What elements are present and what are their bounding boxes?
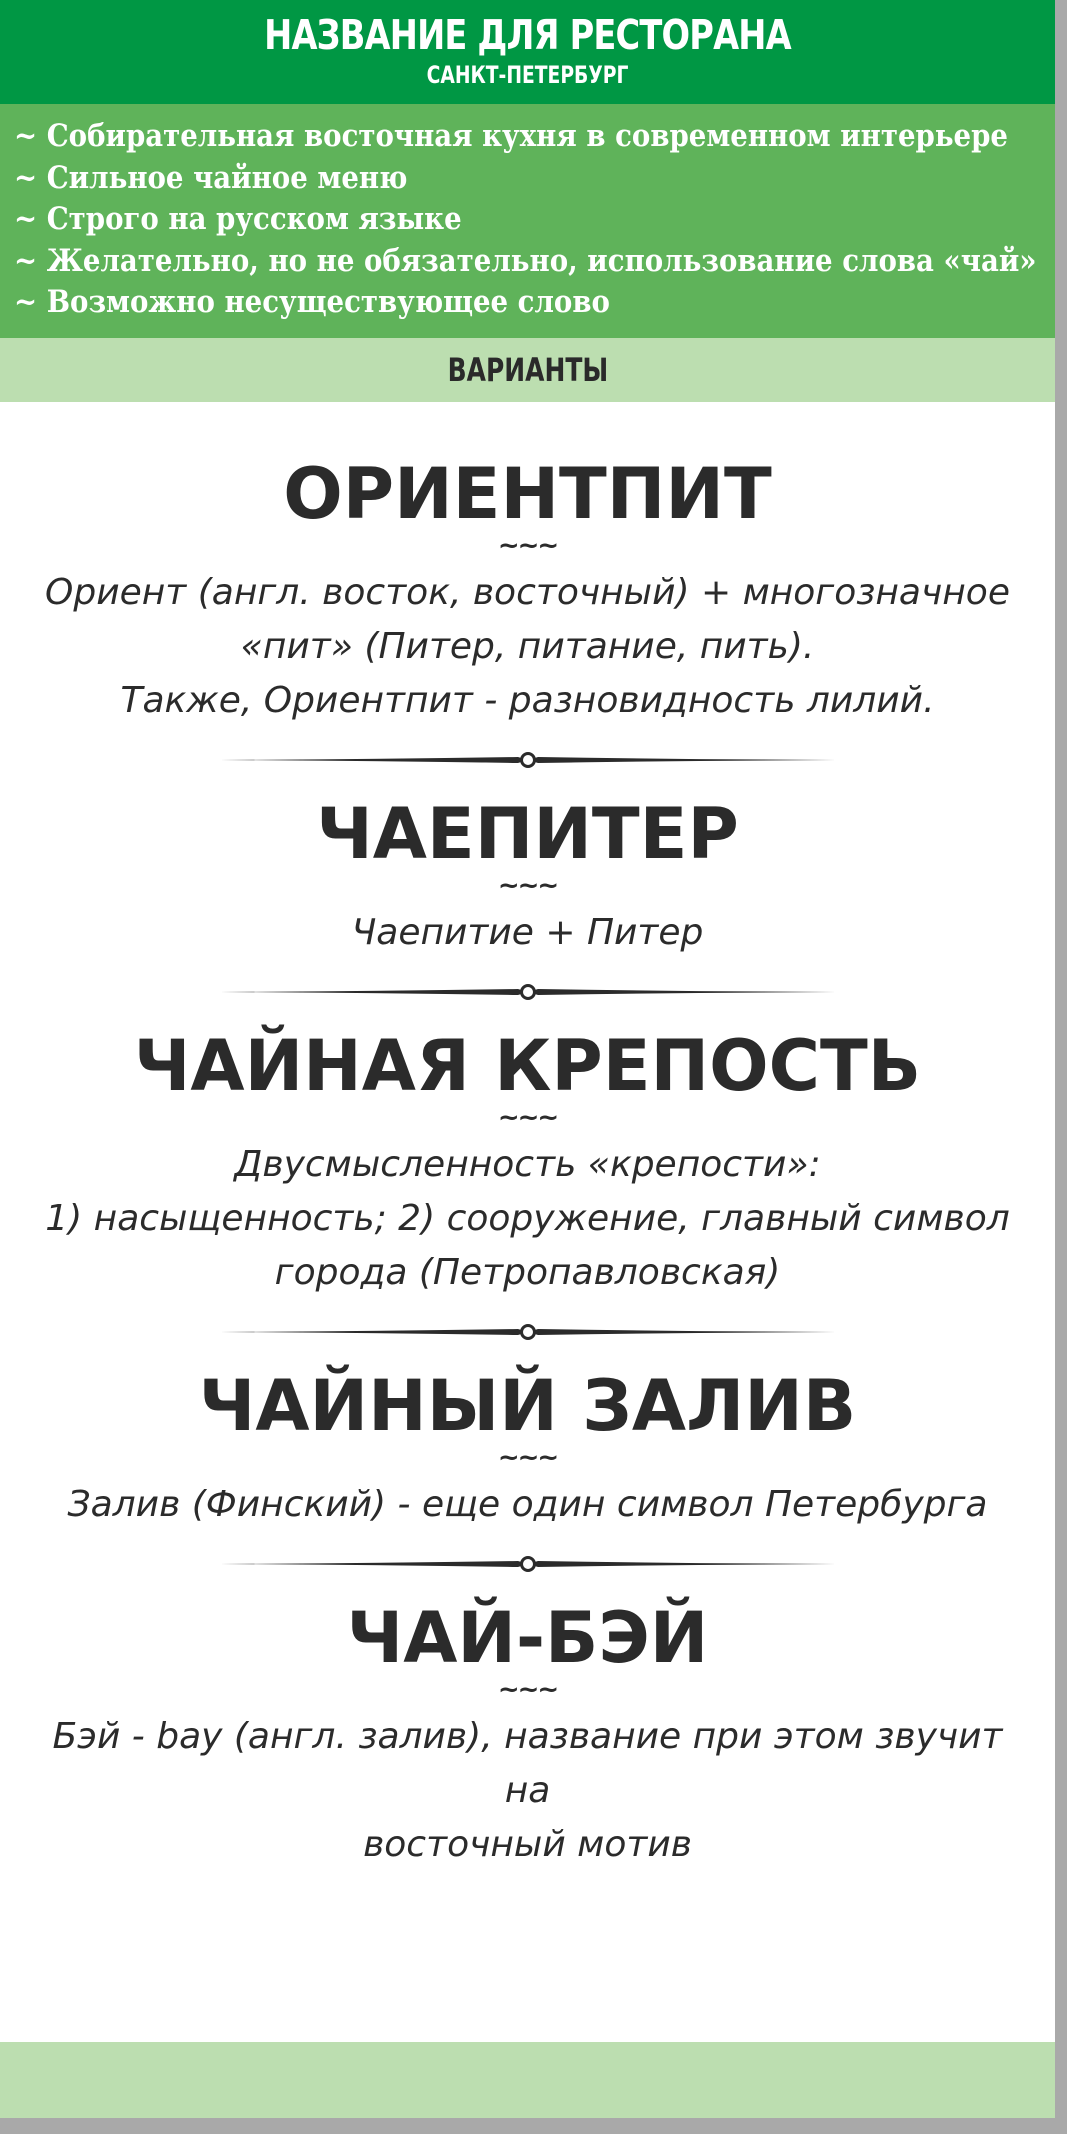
header-banner bbox=[0, 0, 1055, 104]
brief-line: ~ Возможно несуществующее слово bbox=[14, 284, 610, 320]
tilde-ornament: ~~~ bbox=[497, 1675, 558, 1705]
variants-heading: ВАРИАНТЫ bbox=[447, 351, 608, 389]
brief-line: ~ Желательно, но не обязательно, использование слова «чай» bbox=[14, 242, 1037, 279]
ornamental-divider bbox=[218, 748, 838, 772]
option-description: Ориент (англ. восток, восточный) + многозначное «пит» (Питер, питание, пить). Также, Ориентпит - разновидность лилий. bbox=[45, 572, 1010, 721]
brief-line: ~ Собирательная восточная кухня в современном интерьере bbox=[14, 118, 1008, 154]
brief-requirements bbox=[0, 104, 1055, 338]
tilde-ornament: ~~~ bbox=[497, 1443, 558, 1473]
variants-heading-bar bbox=[0, 338, 1055, 402]
tilde-ornament: ~~~ bbox=[497, 531, 558, 561]
document-subtitle: САНКТ-ПЕТЕРБУРГ bbox=[426, 61, 629, 89]
option-description: Залив (Финский) - еще один символ Петербурга bbox=[67, 1484, 988, 1525]
name-option bbox=[0, 1004, 1055, 1300]
name-option bbox=[0, 1344, 1055, 1532]
brief-line: ~ Строго на русском языке bbox=[14, 201, 462, 237]
document-title: НАЗВАНИЕ ДЛЯ РЕСТОРАНА bbox=[264, 11, 791, 59]
ornamental-divider bbox=[218, 1552, 838, 1576]
option-name: ОРИЕНТПИТ bbox=[283, 453, 772, 535]
option-name: ЧАЙНАЯ КРЕПОСТЬ bbox=[133, 1025, 922, 1107]
option-description: Бэй - bay (англ. залив), название при этом звучит на восточный мотив bbox=[52, 1716, 1003, 1865]
option-name: ЧАЕПИТЕР bbox=[316, 793, 739, 875]
tilde-ornament: ~~~ bbox=[497, 871, 558, 901]
option-name: ЧАЙ-БЭЙ bbox=[346, 1597, 709, 1679]
footer-bar bbox=[0, 2042, 1055, 2118]
tilde-ornament: ~~~ bbox=[497, 1103, 558, 1133]
ornamental-divider bbox=[218, 1320, 838, 1344]
name-option bbox=[0, 402, 1055, 728]
name-option bbox=[0, 772, 1055, 960]
option-description: Двусмысленность «крепости»: 1) насыщенность; 2) сооружение, главный символ города (Петропавловская) bbox=[45, 1144, 1010, 1293]
name-options-list bbox=[0, 402, 1055, 1872]
option-name: ЧАЙНЫЙ ЗАЛИВ bbox=[198, 1365, 857, 1447]
name-option bbox=[0, 1576, 1055, 1872]
ornamental-divider bbox=[218, 980, 838, 1004]
brief-line: ~ Сильное чайное меню bbox=[14, 159, 408, 196]
option-description: Чаепитие + Питер bbox=[351, 912, 704, 953]
